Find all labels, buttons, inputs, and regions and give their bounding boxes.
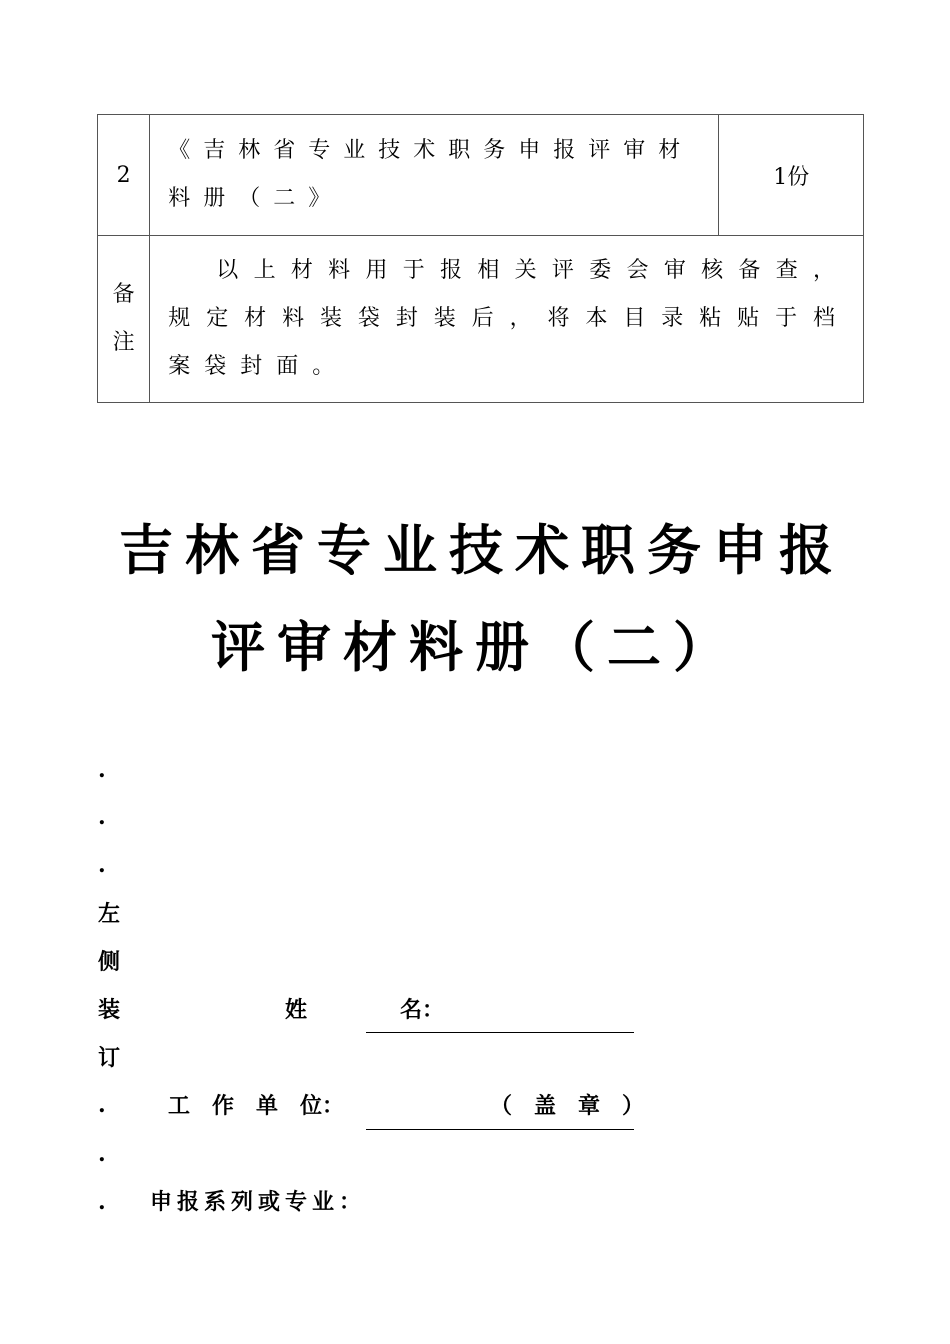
document-title-line2: 评审材料册（二） — [211, 615, 739, 679]
binding-dot: . — [98, 804, 106, 830]
table-row — [98, 115, 864, 236]
item-number: 2 — [98, 115, 150, 236]
binding-char-side: 侧 — [98, 949, 121, 975]
binding-char-bind: 订 — [98, 1045, 121, 1071]
binding-dot: . — [98, 1092, 106, 1118]
item-title: 《吉林省专业技术职务申报评审材料册（二》 — [168, 138, 694, 211]
materials-table — [97, 114, 864, 403]
unit-label: 工 作 单 位： — [168, 1093, 345, 1119]
binding-dot: . — [98, 852, 106, 878]
document-title-line1: 吉林省专业技术职务申报 — [119, 518, 845, 582]
binding-char-mount: 装 — [98, 997, 121, 1023]
binding-dot: . — [98, 757, 106, 783]
unit-field[interactable] — [366, 1129, 634, 1130]
item-quantity: 1份 — [719, 115, 864, 236]
name-label-part1: 姓 — [285, 997, 308, 1023]
seal-note: （ 盖 章 ） — [490, 1093, 645, 1119]
binding-dot: . — [98, 1189, 106, 1215]
note-label: 备 注 — [112, 282, 135, 355]
name-label-part2: 名： — [400, 997, 445, 1023]
binding-char-left: 左 — [98, 901, 121, 927]
binding-dot: . — [98, 1141, 106, 1167]
name-field[interactable] — [366, 1032, 634, 1033]
note-text: 以上材料用于报相关评委会审核备查，规定材料装袋封装后，将本目录粘贴于档案袋封面。 — [168, 258, 849, 379]
series-label: 申报系列或专业： — [150, 1189, 367, 1215]
table-row-note — [98, 236, 864, 403]
